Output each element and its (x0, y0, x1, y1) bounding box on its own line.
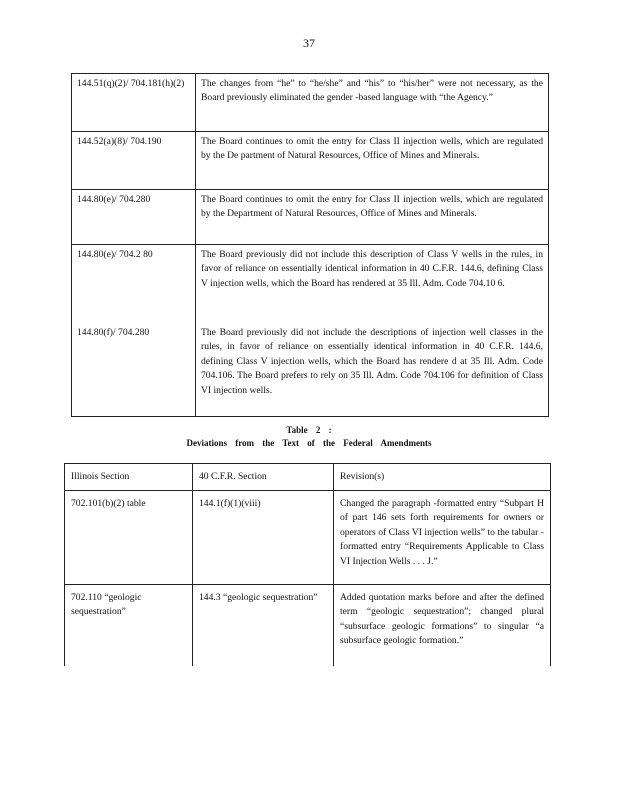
cfr-section-cell: 144.3 “geologic sequestration” (193, 585, 334, 667)
description-cell: The Board previously did not include this description of Class V wells in the rules, in favor of reliance on essentially identical information in 40 C.F.R. 144.6, defining Class V injection wells, which the Board has rendered at 35 Ill. Adm. Code 704.10 6. (196, 245, 549, 324)
table-row (72, 190, 549, 245)
page-number: 37 (303, 36, 315, 50)
illinois-section-cell: 702.110 “geologic sequestration” (65, 585, 193, 667)
column-header-cfr: 40 C.F.R. Section (193, 464, 334, 491)
description-cell: The Board previously did not include the descriptions of injection well classes in the rules, in favor of reliance on essentially identical information in 40 C.F.R. 144.6, defining Class V injection wells, which the Board has rendere d at 35 Ill. Adm. Code 704.106. The Board prefers to rely on 35 Ill. Adm. Code 704.106 for definition of Class VI injection wells. (196, 323, 549, 417)
column-header-illinois: Illinois Section (65, 464, 193, 491)
table-caption-title: Table 2 : (286, 425, 332, 435)
cfr-section-cell: 144.1(f)(1)(viii) (193, 491, 334, 585)
revision-cell: Changed the paragraph -formatted entry “Subpart H of part 146 sets forth requirements for owners or operators of Class VI injection wells” to the tabular - formatted entry “Requirements Applicable to Class VI Injection Wells . . . J.” (334, 491, 551, 585)
table-header-row (65, 464, 551, 491)
table-row (72, 323, 549, 417)
section-cell: 144.52(a)(8)/ 704.190 (72, 132, 196, 190)
table-row (72, 245, 549, 324)
section-cell: 144.80(e)/ 704.280 (72, 190, 196, 245)
table-row (65, 585, 551, 667)
deviations-table (64, 463, 551, 666)
description-cell: The changes from “he” to “he/she” and “his” to “his/her” were not necessary, as the Board previously eliminated the gender -based language with “the Agency.” (196, 74, 549, 132)
table-row (72, 74, 549, 132)
revision-cell: Added quotation marks before and after the defined term “geologic sequestration”; changed plural “subsurface geologic formations” to singular “a subsurface geologic formation.” (334, 585, 551, 667)
table-row (65, 491, 551, 585)
illinois-section-cell: 702.101(b)(2) table (65, 491, 193, 585)
section-cell: 144.51(q)(2)/ 704.181(h)(2) (72, 74, 196, 132)
table-caption (0, 424, 618, 450)
column-header-revisions: Revision(s) (334, 464, 551, 491)
section-comments-table (71, 73, 549, 417)
description-cell: The Board continues to omit the entry for Class II injection wells, which are regulated by the Department of Natural Resources, Office of Mines and Minerals. (196, 190, 549, 245)
section-cell: 144.80(f)/ 704.280 (72, 323, 196, 417)
section-cell: 144.80(e)/ 704.2 80 (72, 245, 196, 324)
table-row (72, 132, 549, 190)
table-caption-subtitle: Deviations from the Text of the Federal Amendments (186, 438, 432, 448)
description-cell: The Board continues to omit the entry for Class II injection wells, which are regulated by the De partment of Natural Resources, Office of Mines and Minerals. (196, 132, 549, 190)
